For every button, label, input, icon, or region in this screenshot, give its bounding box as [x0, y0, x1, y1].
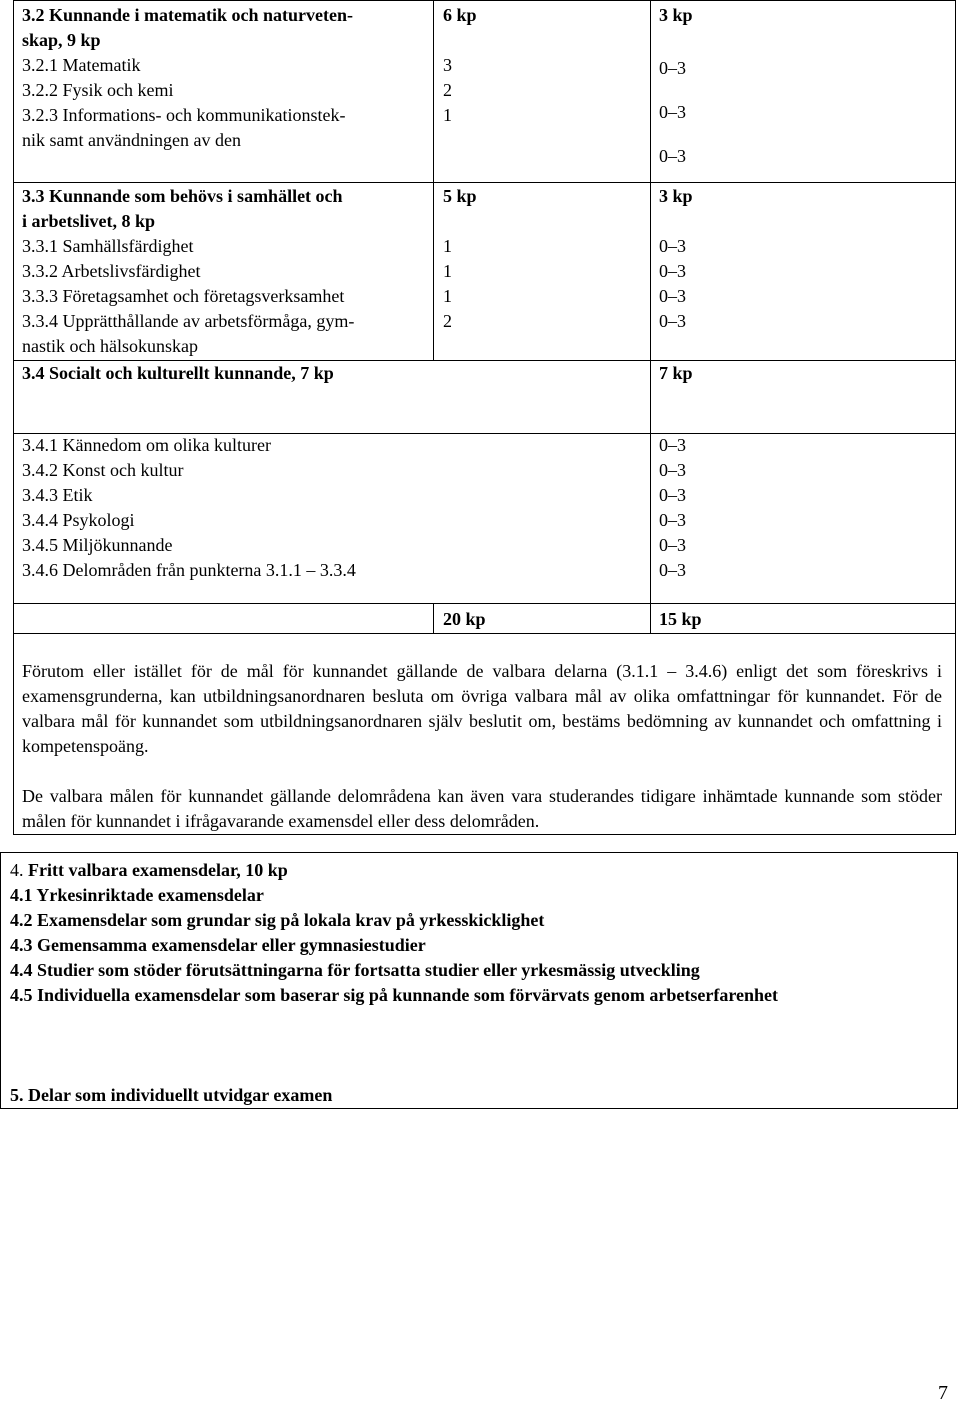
credit-range: 0–3 — [659, 435, 686, 455]
credit-range: 0–3 — [659, 286, 686, 306]
list-item: 3.3.3 Företagsamhet och företagsverksamhet — [22, 286, 345, 306]
credit-range: 0–3 — [659, 485, 686, 505]
credits-heading: 3 kp — [659, 5, 693, 25]
list-item: 3.2.3 Informations- och kommunikationstek- — [22, 105, 346, 125]
credit-range: 0–3 — [659, 510, 686, 530]
optional-credits — [659, 184, 693, 334]
credit-range: 0–3 — [659, 58, 686, 78]
row-divider-4 — [13, 633, 956, 634]
row-divider-1 — [13, 182, 956, 183]
credits-heading: 6 kp — [443, 5, 477, 25]
list-item: 3.4.5 Miljökunnande — [22, 535, 173, 555]
credit-value: 1 — [443, 261, 452, 281]
list-item: 3.4.6 Delområden från punkterna 3.1.1 – 3.3.4 — [22, 560, 356, 580]
optional-credits — [659, 433, 686, 583]
credits-heading: 3 kp — [659, 186, 693, 206]
list-item: 3.2.2 Fysik och kemi — [22, 80, 174, 100]
list-item: nik samt användningen av den — [22, 130, 241, 150]
list-item: 3.3.2 Arbetslivsfärdighet — [22, 261, 201, 281]
section-heading: 3.2 Kunnande i matematik och naturveten- — [22, 5, 354, 25]
list-item: 3.4.1 Kännedom om olika kulturer — [22, 435, 271, 455]
list-item: 3.3.1 Samhällsfärdighet — [22, 236, 194, 256]
section-4-heading — [10, 858, 778, 883]
credit-range: 0–3 — [659, 102, 686, 122]
credit-value: 2 — [443, 80, 452, 100]
col-divider-1 — [433, 0, 434, 360]
page-number: 7 — [938, 1382, 948, 1404]
row-divider-3 — [13, 603, 956, 604]
section-3-4-items — [22, 433, 356, 583]
section-title: Fritt valbara examensdelar, 10 kp — [28, 860, 288, 880]
credit-range: 0–3 — [659, 535, 686, 555]
list-item: 4.4 Studier som stöder förutsättningarna för fortsatta studier eller yrkesmässig utveckling — [10, 960, 700, 980]
section-number: 4. — [10, 860, 24, 880]
credits-heading: 5 kp — [443, 186, 477, 206]
list-item: 4.5 Individuella examensdelar som baserar sig på kunnande som förvärvats genom arbetserfarenhet — [10, 985, 779, 1005]
list-item: 4.1 Yrkesinriktade examensdelar — [10, 885, 264, 905]
list-item: 3.4.3 Etik — [22, 485, 93, 505]
total-required: 20 kp — [443, 609, 486, 629]
list-item: nastik och hälsokunskap — [22, 336, 198, 356]
credit-range: 0–3 — [659, 560, 686, 580]
credit-range: 0–3 — [659, 236, 686, 256]
paragraph-prior-learning: De valbara målen för kunnandet gällande delområdena kan även vara studerandes tidigare inhämtade kunnande som stöder målen för kunnandet i ifrågavarande examensdel eller dess delområden. — [22, 786, 942, 831]
credits-heading: 7 kp — [659, 363, 693, 383]
list-item: 3.3.4 Upprätthållande av arbetsförmåga, gym- — [22, 311, 355, 331]
col-divider-2 — [650, 0, 651, 434]
section-3-2 — [22, 3, 353, 153]
total-optional: 15 kp — [659, 609, 702, 629]
credit-value: 1 — [443, 236, 452, 256]
list-item: 3.4.2 Konst och kultur — [22, 460, 184, 480]
col-divider-1 — [433, 603, 434, 634]
credit-value: 1 — [443, 286, 452, 306]
list-item: 3.4.4 Psykologi — [22, 510, 135, 530]
credit-value: 2 — [443, 311, 452, 331]
optional-credits — [659, 3, 693, 178]
paragraph-other-goals: Förutom eller istället för de mål för kunnandet gällande de valbara delarna (3.1.1 – 3.4.6) enligt det som föreskrivs i examensgrunderna, kan utbildningsanordnaren besluta om övriga valbara mål av olika omfattningar för kunnandet. För de valbara mål för kunnandet som utbildningsanordnaren själv beslutit om, bestäms bedömning av kunnandet och omfattning i kompetenspoäng. — [22, 661, 942, 756]
required-credits — [443, 3, 477, 128]
credit-range: 0–3 — [659, 311, 686, 331]
credit-range: 0–3 — [659, 146, 686, 166]
list-item: 4.2 Examensdelar som grundar sig på lokala krav på yrkesskicklighet — [10, 910, 545, 930]
section-heading: i arbetslivet, 8 kp — [22, 211, 155, 231]
list-item: 3.2.1 Matematik — [22, 55, 141, 75]
section-heading: 3.3 Kunnande som behövs i samhället och — [22, 186, 343, 206]
list-item: 4.3 Gemensamma examensdelar eller gymnasiestudier — [10, 935, 426, 955]
required-credits — [443, 184, 477, 334]
section-4 — [10, 858, 778, 1008]
section-5-heading: 5. Delar som individuellt utvidgar examen — [10, 1085, 333, 1105]
credit-range: 0–3 — [659, 261, 686, 281]
credit-value: 1 — [443, 105, 452, 125]
section-3-4-heading: 3.4 Socialt och kulturellt kunnande, 7 kp — [22, 363, 334, 383]
section-3-3 — [22, 184, 354, 359]
section-heading: skap, 9 kp — [22, 30, 101, 50]
credit-range: 0–3 — [659, 460, 686, 480]
credit-value: 3 — [443, 55, 452, 75]
